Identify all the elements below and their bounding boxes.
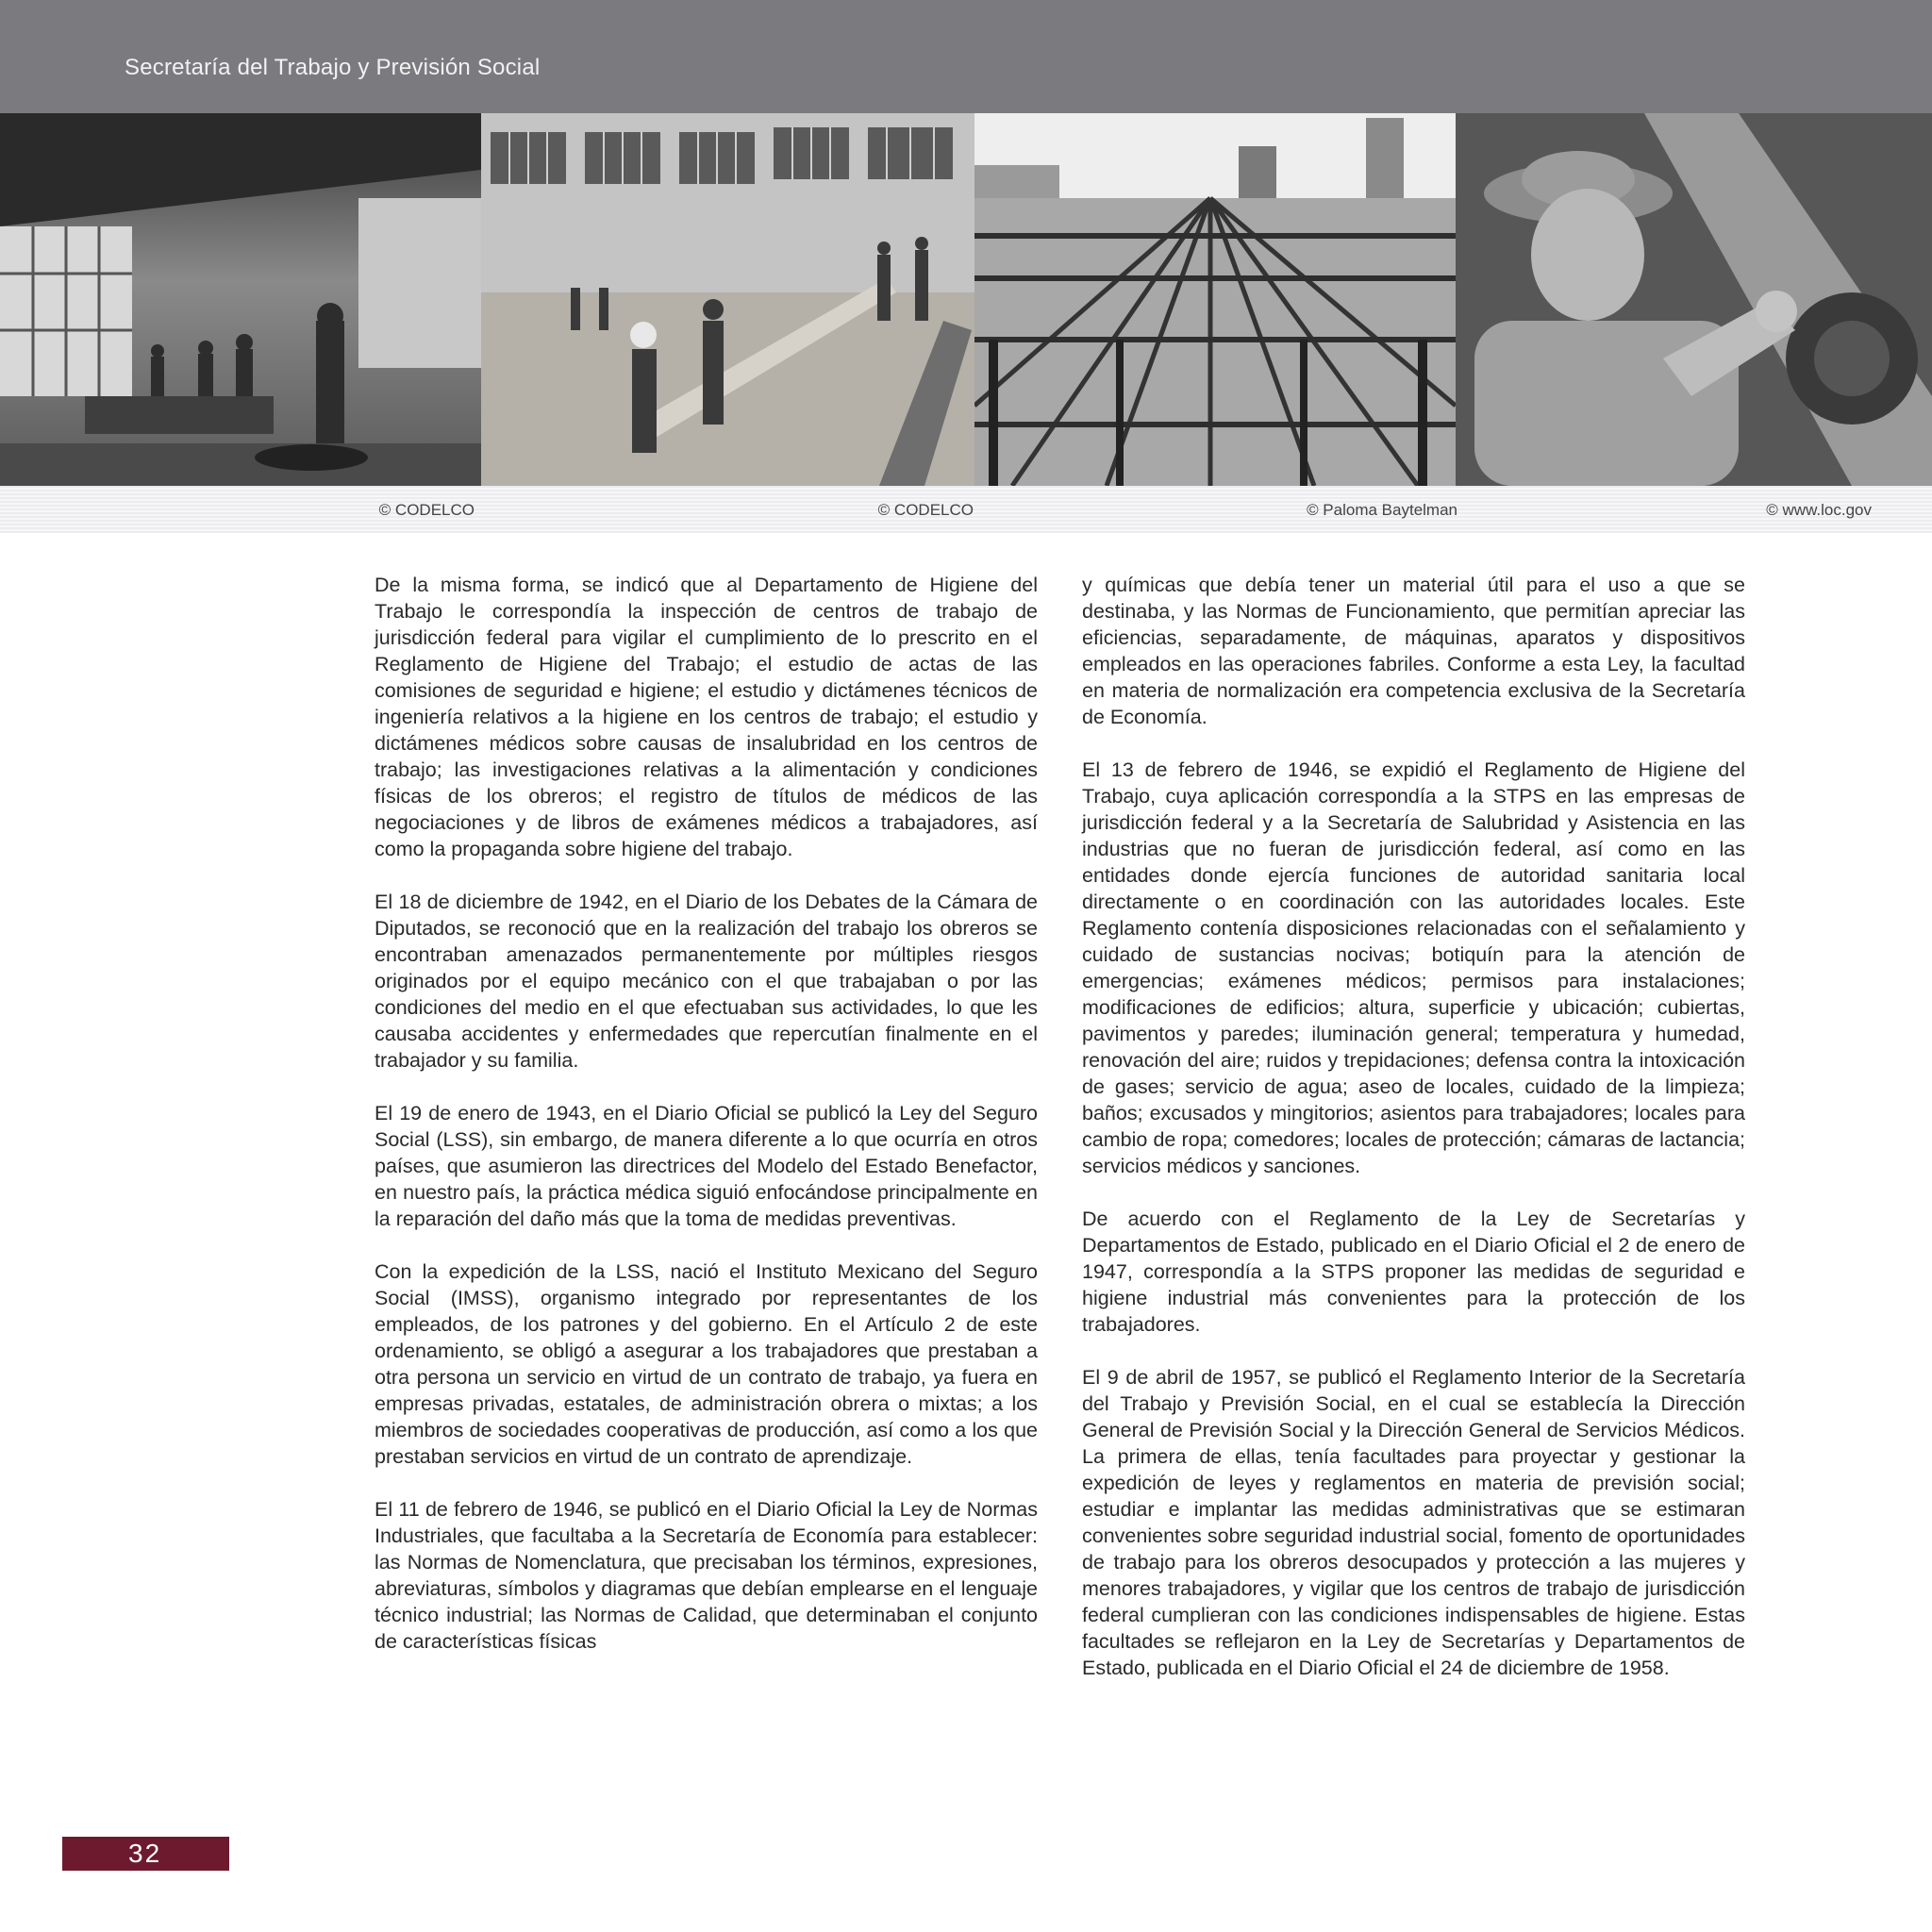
paragraph: El 11 de febrero de 1946, se publicó en el Diario Oficial la Ley de Normas Industriales, que facultaba a la Secretaría de Economía para establecer: las Normas de Nomenclatura, que precisaban los términos, expresiones, abreviaturas, símbolos y diagramas que debían emplearse en el lenguaje técnico industrial; las Normas de Calidad, que determinaban el conjunto de características físicas [375, 1498, 1038, 1653]
miner-photo [1456, 113, 1932, 486]
paragraph: Con la expedición de la LSS, nació el Instituto Mexicano del Seguro Social (IMSS), organismo integrado por representantes de los empleados, de los patrones y del gobierno. En el Artículo 2 de este ordenamiento, se obligó a asegurar a los trabajadores que prestaban a otra persona un servicio en virtud de un contrato de trabajo, ya fuera en empresas privadas, estatales, de administración obrera o mixtas; a los miembros de sociedades cooperativas de producción, así como a los que prestaban servicios en virtud de un contrato de aprendizaje. [375, 1260, 1038, 1468]
paragraph: El 9 de abril de 1957, se publicó el Reglamento Interior de la Secretaría del Trabajo y Previsión Social, en el cual se establecía la Dirección General de Previsión Social y la Dirección General de Servicios Médicos. La primera de ellas, tenía facultades para proyectar y gestionar la expedición de leyes y reglamentos en materia de previsión social; estudiar e implantar las medidas administrativas que se estimaran convenientes sobre seguridad industrial social, fomento de oportunidades de trabajo para los obreros desocupados y protección a las mujeres y menores trabajadores, y vigilar que los centros de trabajo de jurisdicción federal cumplieran con las condiciones indispensables de higiene. Estas facultades se reflejaron en la Ley de Secretarías y Departamentos de Estado, publicada en el Diario Oficial el 24 de diciembre de 1958. [1082, 1366, 1745, 1679]
photo-credit: © Paloma Baytelman [1307, 501, 1457, 519]
carpenters-photo [481, 113, 974, 486]
photo-credit: © CODELCO [378, 501, 475, 519]
header-title: Secretaría del Trabajo y Previsión Social [125, 55, 541, 80]
paragraph: De acuerdo con el Reglamento de la Ley de Secretarías y Departamentos de Estado, publicado en el Diario Oficial el 2 de enero de 1947, correspondía a la STPS proponer las medidas de seguridad e higiene industrial más convenientes para la protección de los trabajadores. [1082, 1208, 1745, 1336]
paragraph: El 18 de diciembre de 1942, en el Diario de los Debates de la Cámara de Diputados, se reconoció que en la realización del trabajo los obreros se encontraban amenazados permanentemente por múltiples riesgos originados por el equipo mecánico con el que trabajaban o por las condiciones del medio en el que efectuaban sus actividades, lo que les causaba accidentes y enfermedades que repercutían finalmente en el trabajador y su familia. [375, 891, 1038, 1072]
right-text-column [1082, 572, 1745, 1707]
photo-credits-band [0, 486, 1932, 533]
paragraph: El 19 de enero de 1943, en el Diario Oficial se publicó la Ley del Seguro Social (LSS), sin embargo, de manera diferente a lo que ocurría en otros países, que asumieron las directrices del Modelo del Estado Benefactor, en nuestro país, la práctica médica siguió enfocándose principalmente en la reparación del daño más que la toma de medidas preventivas. [375, 1102, 1038, 1230]
steel-structure-photo [974, 113, 1456, 486]
workshop-photo [0, 113, 481, 486]
paragraph: y químicas que debía tener un material útil para el uso a que se destinaba, y las Normas de Funcionamiento, que permitían apreciar las eficiencias, separadamente, de máquinas, aparatos y dispositivos empleados en las operaciones fabriles. Conforme a esta Ley, la facultad en materia de normalización era competencia exclusiva de la Secretaría de Economía. [1082, 574, 1745, 728]
header-band [0, 0, 1932, 113]
photo-credit: © www.loc.gov [1766, 501, 1872, 519]
page-number-box [62, 1837, 229, 1871]
photo-credit: © CODELCO [877, 501, 974, 519]
paragraph: De la misma forma, se indicó que al Departamento de Higiene del Trabajo le correspondía la inspección de centros de trabajo de jurisdicción federal para vigilar el cumplimiento de lo prescrito en el Reglamento de Higiene del Trabajo; el estudio de actas de las comisiones de seguridad e higiene; el estudio y dictámenes técnicos de ingeniería relativos a la higiene en los centros de trabajo; el estudio y dictámenes médicos sobre causas de insalubridad en los centros de trabajo; las investigaciones relativas a la alimentación y condiciones físicas de los obreros; el registro de títulos de médicos de las negociaciones y de libros de exámenes médicos a trabajadores, así como la propaganda sobre higiene del trabajo. [375, 574, 1038, 860]
page-number: 32 [128, 1839, 162, 1868]
paragraph: El 13 de febrero de 1946, se expidió el Reglamento de Higiene del Trabajo, cuya aplicación correspondía a la STPS en las empresas de jurisdicción federal y a la Secretaría de Salubridad y Asistencia en las industrias que no fueran de jurisdicción federal, así como en las entidades donde ejercía funciones de autoridad sanitaria local directamente o en coordinación con las autoridades locales. Este Reglamento contenía disposiciones relacionadas con el señalamiento y cuidado de sustancias nocivas; botiquín para la atención de emergencias; exámenes médicos; permisos para instalaciones; modificaciones de edificios; altura, superficie y ubicación; cubiertas, pavimentos y paredes; iluminación general; temperatura y humedad, renovación del aire; ruidos y trepidaciones; defensa contra la intoxicación de gases; servicio de agua; aseo de locales, cuidado de la limpieza; baños; excusados y mingitorios; asientos para trabajadores; locales para cambio de ropa; comedores; locales de protección; cámaras de lactancia; servicios médicos y sanciones. [1082, 758, 1745, 1177]
left-text-column [375, 572, 1038, 1681]
photo-strip [0, 113, 1932, 486]
